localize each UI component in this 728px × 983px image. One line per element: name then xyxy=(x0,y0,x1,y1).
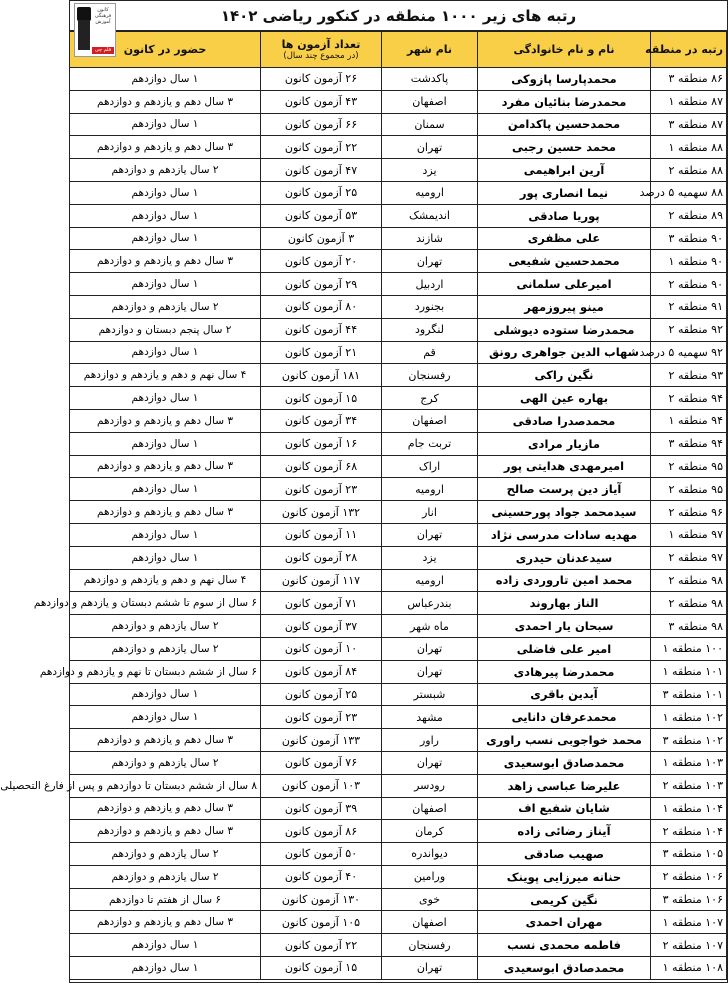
table-row xyxy=(70,90,727,113)
rank-cell: ۹۱ منطقه ۲ xyxy=(651,295,727,318)
city-cell: تهران xyxy=(382,523,478,546)
rank-cell: ۸۶ منطقه ۳ xyxy=(651,68,727,91)
city-cell: مشهد xyxy=(382,706,478,729)
name-cell: مهران احمدی xyxy=(478,911,651,934)
name-cell: علی مظفری xyxy=(478,227,651,250)
presence-cell: ۳ سال دهم و یازدهم و دوازدهم xyxy=(70,911,261,934)
name-cell: سیدعدنان حیدری xyxy=(478,546,651,569)
table-row xyxy=(70,295,727,318)
exam-count-cell: ۸۰ آزمون کانون xyxy=(261,295,382,318)
name-cell: آیاز دین پرست صالح xyxy=(478,478,651,501)
presence-cell: ۱ سال دوازدهم xyxy=(70,68,261,91)
table-row xyxy=(70,751,727,774)
city-cell: بجنورد xyxy=(382,295,478,318)
exam-count-cell: ۱۰ آزمون کانون xyxy=(261,637,382,660)
rank-cell: ۹۸ منطقه ۲ xyxy=(651,592,727,615)
rank-cell: ۱۰۳ منطقه ۱ xyxy=(651,751,727,774)
city-cell: اراک xyxy=(382,455,478,478)
table-row xyxy=(70,615,727,638)
presence-cell: ۱ سال دوازدهم xyxy=(70,273,261,296)
presence-cell: ۴ سال نهم و دهم و یازدهم و دوازدهم xyxy=(70,569,261,592)
presence-cell: ۲ سال یازدهم و دوازدهم xyxy=(70,865,261,888)
presence-cell: ۲ سال پنجم دبستان و دوازدهم xyxy=(70,318,261,341)
rank-cell: ۱۰۱ منطقه ۳ xyxy=(651,683,727,706)
rank-cell: ۱۰۲ منطقه ۱ xyxy=(651,706,727,729)
exam-count-cell: ۱۵ آزمون کانون xyxy=(261,387,382,410)
presence-cell: ۲ سال یازدهم و دوازدهم xyxy=(70,159,261,182)
rank-cell: ۹۳ منطقه ۲ xyxy=(651,364,727,387)
exam-count-cell: ۱۱۷ آزمون کانون xyxy=(261,569,382,592)
rank-cell: ۸۹ منطقه ۲ xyxy=(651,204,727,227)
exam-count-cell: ۲۲ آزمون کانون xyxy=(261,934,382,957)
rank-cell: ۹۰ منطقه ۲ xyxy=(651,273,727,296)
city-cell: ماه شهر xyxy=(382,615,478,638)
name-cell: سبحان یار احمدی xyxy=(478,615,651,638)
exam-count-cell: ۲۳ آزمون کانون xyxy=(261,706,382,729)
exam-count-cell: ۸۴ آزمون کانون xyxy=(261,660,382,683)
presence-cell: ۱ سال دوازدهم xyxy=(70,523,261,546)
exam-count-cell: ۲۸ آزمون کانون xyxy=(261,546,382,569)
presence-cell: ۲ سال یازدهم و دوازدهم xyxy=(70,637,261,660)
presence-cell: ۲ سال یازدهم و دوازدهم xyxy=(70,843,261,866)
name-cell: آیناز رضائی زاده xyxy=(478,820,651,843)
name-cell: امیر علی فاضلی xyxy=(478,637,651,660)
city-cell: قم xyxy=(382,341,478,364)
table-row xyxy=(70,592,727,615)
rank-cell: ۹۰ منطقه ۳ xyxy=(651,227,727,250)
rank-cell: ۸۸ منطقه ۲ xyxy=(651,159,727,182)
presence-cell: ۶ سال از ششم دبستان تا نهم و یازدهم و دوازدهم xyxy=(70,660,261,683)
header-city: نام شهر xyxy=(382,32,478,68)
presence-cell: ۳ سال دهم و یازدهم و دوازدهم xyxy=(70,501,261,524)
table-row xyxy=(70,637,727,660)
city-cell: رفسنجان xyxy=(382,934,478,957)
header-presence: حضور در کانون xyxy=(70,32,261,68)
kanoon-logo xyxy=(74,3,116,57)
presence-cell: ۱ سال دوازدهم xyxy=(70,432,261,455)
name-cell: محمدپارسا پازوکی xyxy=(478,68,651,91)
name-cell: حنانه میرزایی پوینک xyxy=(478,865,651,888)
rank-cell: ۹۴ منطقه ۲ xyxy=(651,387,727,410)
presence-cell: ۱ سال دوازدهم xyxy=(70,341,261,364)
city-cell: سمنان xyxy=(382,113,478,136)
presence-cell: ۸ سال از ششم دبستان تا دوازدهم و پس از فارغ التحصیلی xyxy=(70,774,261,797)
name-cell: آرین ابراهیمی xyxy=(478,159,651,182)
exam-count-cell: ۲۵ آزمون کانون xyxy=(261,683,382,706)
city-cell: اندیمشک xyxy=(382,204,478,227)
city-cell: لنگرود xyxy=(382,318,478,341)
name-cell: محمدصدرا صادقی xyxy=(478,409,651,432)
rank-cell: ۹۸ منطقه ۲ xyxy=(651,569,727,592)
exam-count-cell: ۴۰ آزمون کانون xyxy=(261,865,382,888)
presence-cell: ۲ سال یازدهم و دوازدهم xyxy=(70,615,261,638)
table-row xyxy=(70,523,727,546)
city-cell: انار xyxy=(382,501,478,524)
table-row xyxy=(70,478,727,501)
name-cell: محمدرضا پیرهادی xyxy=(478,660,651,683)
name-cell: محمدصادق ابوسعیدی xyxy=(478,751,651,774)
table-row xyxy=(70,660,727,683)
name-cell: امیرعلی سلمانی xyxy=(478,273,651,296)
city-cell: اصفهان xyxy=(382,90,478,113)
rank-cell: ۸۷ منطقه ۳ xyxy=(651,113,727,136)
city-cell: تهران xyxy=(382,136,478,159)
table-row xyxy=(70,409,727,432)
presence-cell: ۳ سال دهم و یازدهم و دوازدهم xyxy=(70,90,261,113)
presence-cell: ۲ سال یازدهم و دوازدهم xyxy=(70,295,261,318)
logo-text: کانون فرهنگی آموزش xyxy=(94,7,112,25)
city-cell: اردبیل xyxy=(382,273,478,296)
city-cell: دیواندره xyxy=(382,843,478,866)
exam-count-cell: ۲۲ آزمون کانون xyxy=(261,136,382,159)
exam-count-cell: ۱۸۱ آزمون کانون xyxy=(261,364,382,387)
graduate-figure-icon xyxy=(78,20,90,50)
rank-cell: ۱۰۸ منطقه ۱ xyxy=(651,957,727,980)
name-cell: مینو پیروزمهر xyxy=(478,295,651,318)
city-cell: کرمان xyxy=(382,820,478,843)
name-cell: صهیب صادقی xyxy=(478,843,651,866)
header-name: نام و نام خانوادگی xyxy=(478,32,651,68)
table-row xyxy=(70,136,727,159)
table-row xyxy=(70,911,727,934)
name-cell: شایان شفیع اف xyxy=(478,797,651,820)
presence-cell: ۱ سال دوازدهم xyxy=(70,181,261,204)
name-cell: محمدحسین شفیعی xyxy=(478,250,651,273)
rank-cell: ۹۴ منطقه ۳ xyxy=(651,432,727,455)
table-row xyxy=(70,455,727,478)
rank-cell: ۸۸ سهمیه ۵ درصد xyxy=(651,181,727,204)
exam-count-cell: ۳۹ آزمون کانون xyxy=(261,797,382,820)
exam-count-cell: ۱۱ آزمون کانون xyxy=(261,523,382,546)
table-row xyxy=(70,865,727,888)
exam-count-cell: ۲۵ آزمون کانون xyxy=(261,181,382,204)
exam-count-cell: ۲۳ آزمون کانون xyxy=(261,478,382,501)
presence-cell: ۴ سال نهم و دهم و یازدهم و دوازدهم xyxy=(70,364,261,387)
city-cell: شازند xyxy=(382,227,478,250)
city-cell: یزد xyxy=(382,159,478,182)
exam-count-cell: ۴۳ آزمون کانون xyxy=(261,90,382,113)
presence-cell: ۱ سال دوازدهم xyxy=(70,957,261,980)
table-row xyxy=(70,843,727,866)
name-cell: نگین کریمی xyxy=(478,888,651,911)
table-row xyxy=(70,774,727,797)
table-row xyxy=(70,683,727,706)
results-table xyxy=(0,31,727,980)
city-cell: تهران xyxy=(382,660,478,683)
table-row xyxy=(70,957,727,980)
name-cell: علیرضا عباسی زاهد xyxy=(478,774,651,797)
name-cell: محمدصادق ابوسعیدی xyxy=(478,957,651,980)
header-rank: رتبه در منطقه xyxy=(651,32,727,68)
presence-cell: ۳ سال دهم و یازدهم و دوازدهم xyxy=(70,455,261,478)
table-row xyxy=(70,888,727,911)
table-row xyxy=(70,318,727,341)
rank-cell: ۱۰۰ منطقه ۱ xyxy=(651,637,727,660)
presence-cell: ۳ سال دهم و یازدهم و دوازدهم xyxy=(70,797,261,820)
exam-count-cell: ۳۷ آزمون کانون xyxy=(261,615,382,638)
name-cell: آیدین باقری xyxy=(478,683,651,706)
city-cell: اصفهان xyxy=(382,409,478,432)
graduate-cap-icon xyxy=(77,7,91,21)
name-cell: مهدیه سادات مدرسی نژاد xyxy=(478,523,651,546)
exam-count-cell: ۳۴ آزمون کانون xyxy=(261,409,382,432)
rank-cell: ۹۶ منطقه ۲ xyxy=(651,501,727,524)
city-cell: راور xyxy=(382,729,478,752)
presence-cell: ۱ سال دوازدهم xyxy=(70,478,261,501)
exam-count-cell: ۲۶ آزمون کانون xyxy=(261,68,382,91)
rank-cell: ۹۰ منطقه ۱ xyxy=(651,250,727,273)
presence-cell: ۱ سال دوازدهم xyxy=(70,706,261,729)
exam-count-cell: ۷۱ آزمون کانون xyxy=(261,592,382,615)
presence-cell: ۳ سال دهم و یازدهم و دوازدهم xyxy=(70,409,261,432)
presence-cell: ۱ سال دوازدهم xyxy=(70,227,261,250)
rank-cell: ۱۰۵ منطقه ۳ xyxy=(651,843,727,866)
table-body xyxy=(0,68,727,980)
city-cell: خوی xyxy=(382,888,478,911)
rank-cell: ۹۷ منطقه ۱ xyxy=(651,523,727,546)
rank-cell: ۱۰۴ منطقه ۲ xyxy=(651,820,727,843)
presence-cell: ۱ سال دوازدهم xyxy=(70,683,261,706)
rank-cell: ۹۲ منطقه ۲ xyxy=(651,318,727,341)
exam-count-cell: ۵۳ آزمون کانون xyxy=(261,204,382,227)
name-cell: محمد خواجوبی نسب راوری xyxy=(478,729,651,752)
city-cell: شبستر xyxy=(382,683,478,706)
presence-cell: ۶ سال از هفتم تا دوازدهم xyxy=(70,888,261,911)
exam-count-cell: ۲۹ آزمون کانون xyxy=(261,273,382,296)
exam-count-cell: ۱۳۲ آزمون کانون xyxy=(261,501,382,524)
rank-cell: ۱۰۱ منطقه ۱ xyxy=(651,660,727,683)
exam-count-cell: ۶۶ آزمون کانون xyxy=(261,113,382,136)
table-row xyxy=(70,113,727,136)
exam-count-cell: ۱۵ آزمون کانون xyxy=(261,957,382,980)
name-cell: محمد امین تاروردی زاده xyxy=(478,569,651,592)
table-row xyxy=(70,273,727,296)
table-row xyxy=(70,387,727,410)
city-cell: تهران xyxy=(382,751,478,774)
table-row xyxy=(70,227,727,250)
city-cell: کرج xyxy=(382,387,478,410)
city-cell: ارومیه xyxy=(382,478,478,501)
logo-brand: قلم چی xyxy=(92,47,114,54)
presence-cell: ۳ سال دهم و یازدهم و دوازدهم xyxy=(70,136,261,159)
exam-count-cell: ۱۳۳ آزمون کانون xyxy=(261,729,382,752)
exam-count-cell: ۳ آزمون کانون xyxy=(261,227,382,250)
table-row xyxy=(70,250,727,273)
presence-cell: ۳ سال دهم و یازدهم و دوازدهم xyxy=(70,250,261,273)
rank-cell: ۹۸ منطقه ۳ xyxy=(651,615,727,638)
exam-count-cell: ۲۰ آزمون کانون xyxy=(261,250,382,273)
exam-count-cell: ۱۰۳ آزمون کانون xyxy=(261,774,382,797)
city-cell: ارومیه xyxy=(382,569,478,592)
exam-count-cell: ۵۰ آزمون کانون xyxy=(261,843,382,866)
table-row xyxy=(70,204,727,227)
city-cell: رفسنجان xyxy=(382,364,478,387)
presence-cell: ۱ سال دوازدهم xyxy=(70,113,261,136)
rank-cell: ۱۰۶ منطقه ۲ xyxy=(651,865,727,888)
table-header-row xyxy=(70,32,727,68)
table-row xyxy=(70,569,727,592)
rank-cell: ۹۴ منطقه ۱ xyxy=(651,409,727,432)
name-cell: محمدرضا بنائیان مفرد xyxy=(478,90,651,113)
presence-cell: ۱ سال دوازدهم xyxy=(70,204,261,227)
table-row xyxy=(70,68,727,91)
table-row xyxy=(70,797,727,820)
presence-cell: ۶ سال از سوم تا ششم دبستان و یازدهم و دوازدهم xyxy=(70,592,261,615)
table-row xyxy=(70,729,727,752)
presence-cell: ۱ سال دوازدهم xyxy=(70,387,261,410)
name-cell: سیدمحمد جواد پورحسینی xyxy=(478,501,651,524)
city-cell: تهران xyxy=(382,250,478,273)
header-exams-label: تعداد آزمون ها xyxy=(281,38,361,51)
city-cell: تهران xyxy=(382,957,478,980)
rank-cell: ۹۵ منطقه ۲ xyxy=(651,478,727,501)
city-cell: رودسر xyxy=(382,774,478,797)
city-cell: بندرعباس xyxy=(382,592,478,615)
presence-cell: ۳ سال دهم و یازدهم و دوازدهم xyxy=(70,729,261,752)
rank-cell: ۱۰۶ منطقه ۳ xyxy=(651,888,727,911)
rank-cell: ۱۰۳ منطقه ۲ xyxy=(651,774,727,797)
rank-cell: ۱۰۴ منطقه ۱ xyxy=(651,797,727,820)
table-row xyxy=(70,820,727,843)
city-cell: تربت جام xyxy=(382,432,478,455)
rank-cell: ۹۷ منطقه ۲ xyxy=(651,546,727,569)
name-cell: محمد حسین رجبی xyxy=(478,136,651,159)
exam-count-cell: ۱۳۰ آزمون کانون xyxy=(261,888,382,911)
name-cell: بهاره عین الهی xyxy=(478,387,651,410)
header-exams xyxy=(261,32,382,68)
presence-cell: ۲ سال یازدهم و دوازدهم xyxy=(70,751,261,774)
exam-count-cell: ۲۱ آزمون کانون xyxy=(261,341,382,364)
city-cell: اصفهان xyxy=(382,911,478,934)
rank-cell: ۸۸ منطقه ۱ xyxy=(651,136,727,159)
exam-count-cell: ۴۷ آزمون کانون xyxy=(261,159,382,182)
table-row xyxy=(70,501,727,524)
page-title: رتبه های زیر ۱۰۰۰ منطقه در کنکور ریاضی ۱۴۰۲ xyxy=(70,1,727,31)
rank-cell: ۹۲ سهمیه ۵ درصد xyxy=(651,341,727,364)
rank-cell: ۹۵ منطقه ۲ xyxy=(651,455,727,478)
presence-cell: ۱ سال دوازدهم xyxy=(70,546,261,569)
exam-count-cell: ۱۰۵ آزمون کانون xyxy=(261,911,382,934)
name-cell: محمدرضا ستوده دیوشلی xyxy=(478,318,651,341)
name-cell: محمدحسین پاکدامن xyxy=(478,113,651,136)
city-cell: ورامین xyxy=(382,865,478,888)
presence-cell: ۳ سال دهم و یازدهم و دوازدهم xyxy=(70,820,261,843)
name-cell: پوریا صادقی xyxy=(478,204,651,227)
name-cell: الناز بهاروند xyxy=(478,592,651,615)
name-cell: محمدعرفان دانایی xyxy=(478,706,651,729)
name-cell: نیما انصاری پور xyxy=(478,181,651,204)
table-row xyxy=(70,364,727,387)
table-row xyxy=(70,341,727,364)
name-cell: مازیار مرادی xyxy=(478,432,651,455)
city-cell: اصفهان xyxy=(382,797,478,820)
rank-cell: ۸۷ منطقه ۱ xyxy=(651,90,727,113)
city-cell: پاکدشت xyxy=(382,68,478,91)
rank-cell: ۱۰۷ منطقه ۲ xyxy=(651,934,727,957)
exam-count-cell: ۴۴ آزمون کانون xyxy=(261,318,382,341)
table-row xyxy=(70,546,727,569)
name-cell: نگین راکی xyxy=(478,364,651,387)
name-cell: فاطمه محمدی نسب xyxy=(478,934,651,957)
name-cell: شهاب الدین جواهری رونق xyxy=(478,341,651,364)
exam-count-cell: ۸۶ آزمون کانون xyxy=(261,820,382,843)
table-row xyxy=(70,432,727,455)
name-cell: امیرمهدی هدایتی پور xyxy=(478,455,651,478)
city-cell: یزد xyxy=(382,546,478,569)
header-exams-sub: (در مجموع چند سال) xyxy=(283,51,359,61)
rank-cell: ۱۰۲ منطقه ۳ xyxy=(651,729,727,752)
exam-count-cell: ۶۸ آزمون کانون xyxy=(261,455,382,478)
exam-count-cell: ۷۶ آزمون کانون xyxy=(261,751,382,774)
table-row xyxy=(70,706,727,729)
table-row xyxy=(70,934,727,957)
table-row xyxy=(70,181,727,204)
table-row xyxy=(70,159,727,182)
presence-cell: ۱ سال دوازدهم xyxy=(70,934,261,957)
city-cell: ارومیه xyxy=(382,181,478,204)
city-cell: تهران xyxy=(382,637,478,660)
rank-cell: ۱۰۷ منطقه ۱ xyxy=(651,911,727,934)
exam-count-cell: ۱۶ آزمون کانون xyxy=(261,432,382,455)
